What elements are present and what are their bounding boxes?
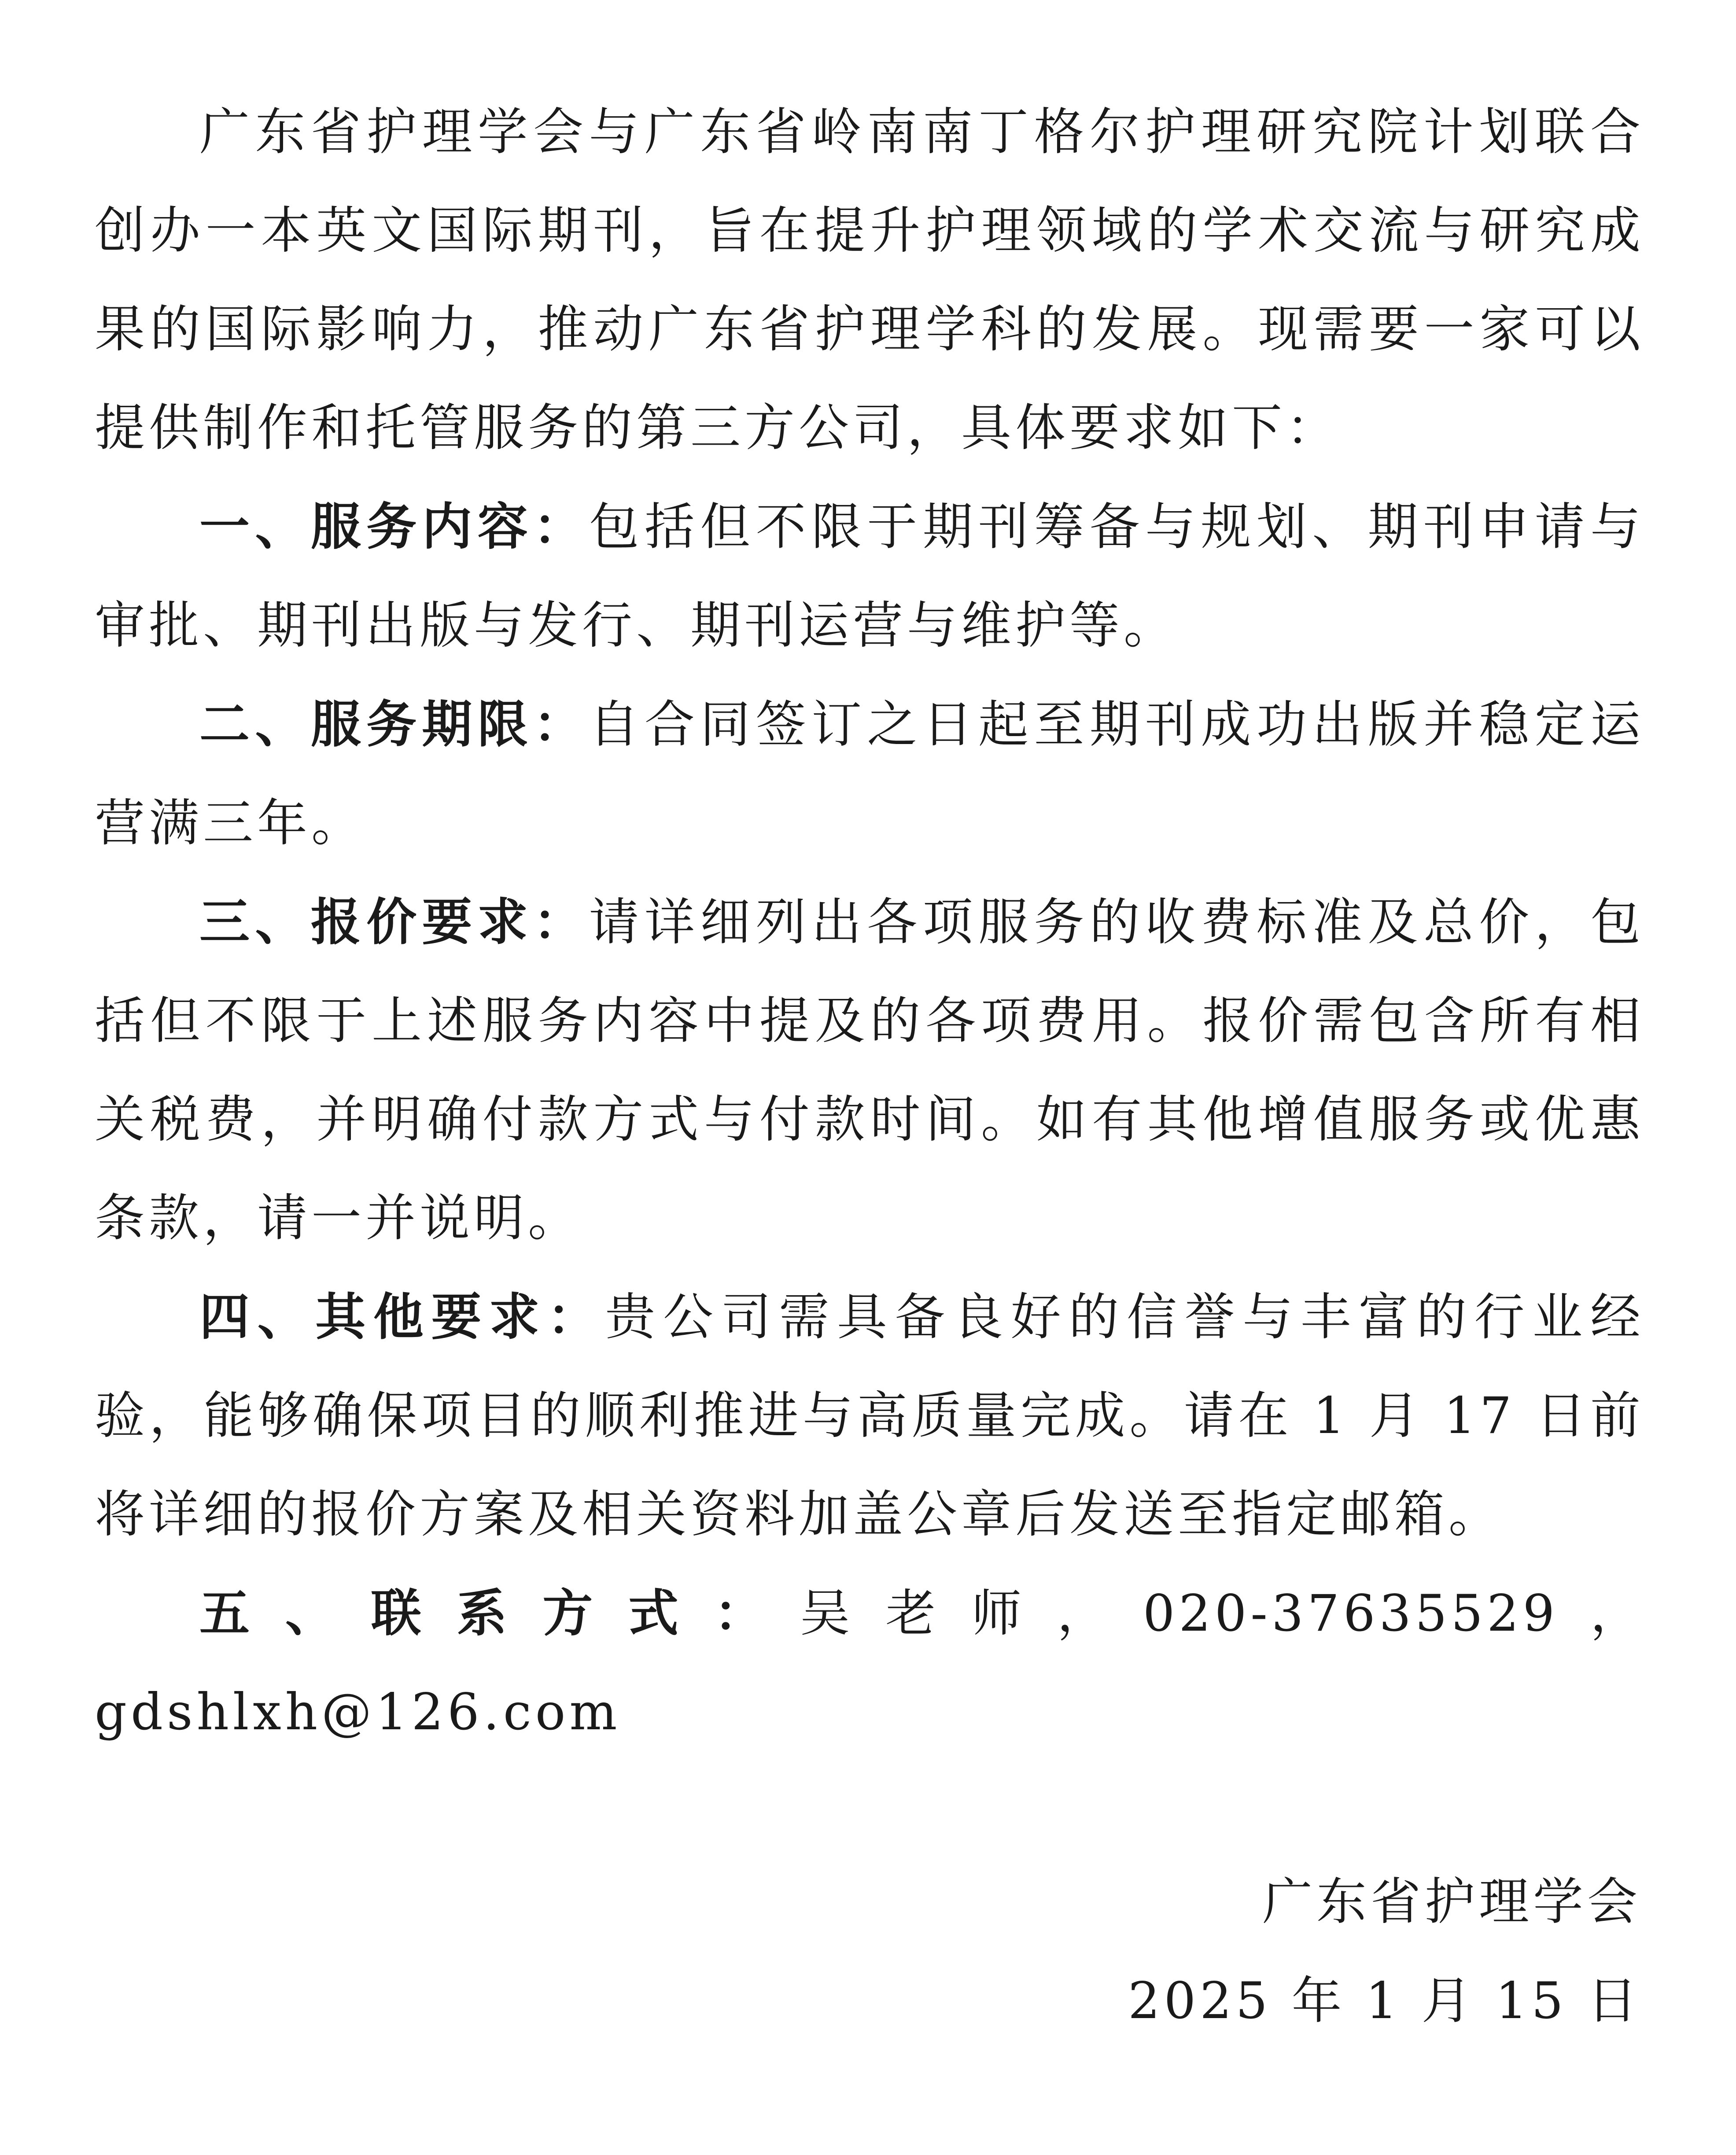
contact-info: 吴老师，020-37635529，gdshlxh@126.com [95,1584,1644,1741]
section-body: 自合同签订之日起至期刊成功出版并稳定运营满三年。 [95,695,1644,852]
section-quote-requirements [95,873,1644,1267]
signature-organization: 广东省护理学会 [1262,1872,1641,1931]
section-contact [95,1564,1644,1761]
section-service-content [95,477,1644,675]
intro-paragraph: 广东省护理学会与广东省岭南南丁格尔护理研究院计划联合创办一本英文国际期刊，旨在提升护理领域的学术交流与研究成果的国际影响力，推动广东省护理学科的发展。现需要一家可以提供制作和托管服务的第三方公司，具体要求如下： [95,103,1644,457]
section-heading: 四、其他要求： [199,1287,605,1346]
section-service-period [95,675,1644,873]
section-body: 贵公司需具备良好的信誉与丰富的行业经验，能够确保项目的顺利推进与高质量完成。请在 1 月 17 日前将详细的报价方案及相关资料加盖公章后发送至指定邮箱。 [95,1288,1644,1543]
section-body: 包括但不限于期刊筹备与规划、期刊申请与审批、期刊出版与发行、期刊运营与维护等。 [95,497,1644,655]
section-heading: 一、服务内容： [199,497,589,556]
document-body [95,83,1644,1761]
section-heading: 二、服务期限： [199,695,589,754]
signature-date: 2025 年 1 月 15 日 [1128,1971,1641,2030]
section-heading: 五、联系方式： [199,1584,800,1643]
section-heading: 三、报价要求： [199,892,589,951]
section-body: 请详细列出各项服务的收费标准及总价，包括但不限于上述服务内容中提及的各项费用。报价需包含所有相关税费，并明确付款方式与付款时间。如有其他增值服务或优惠条款，请一并说明。 [95,893,1644,1247]
section-other-requirements [95,1267,1644,1564]
